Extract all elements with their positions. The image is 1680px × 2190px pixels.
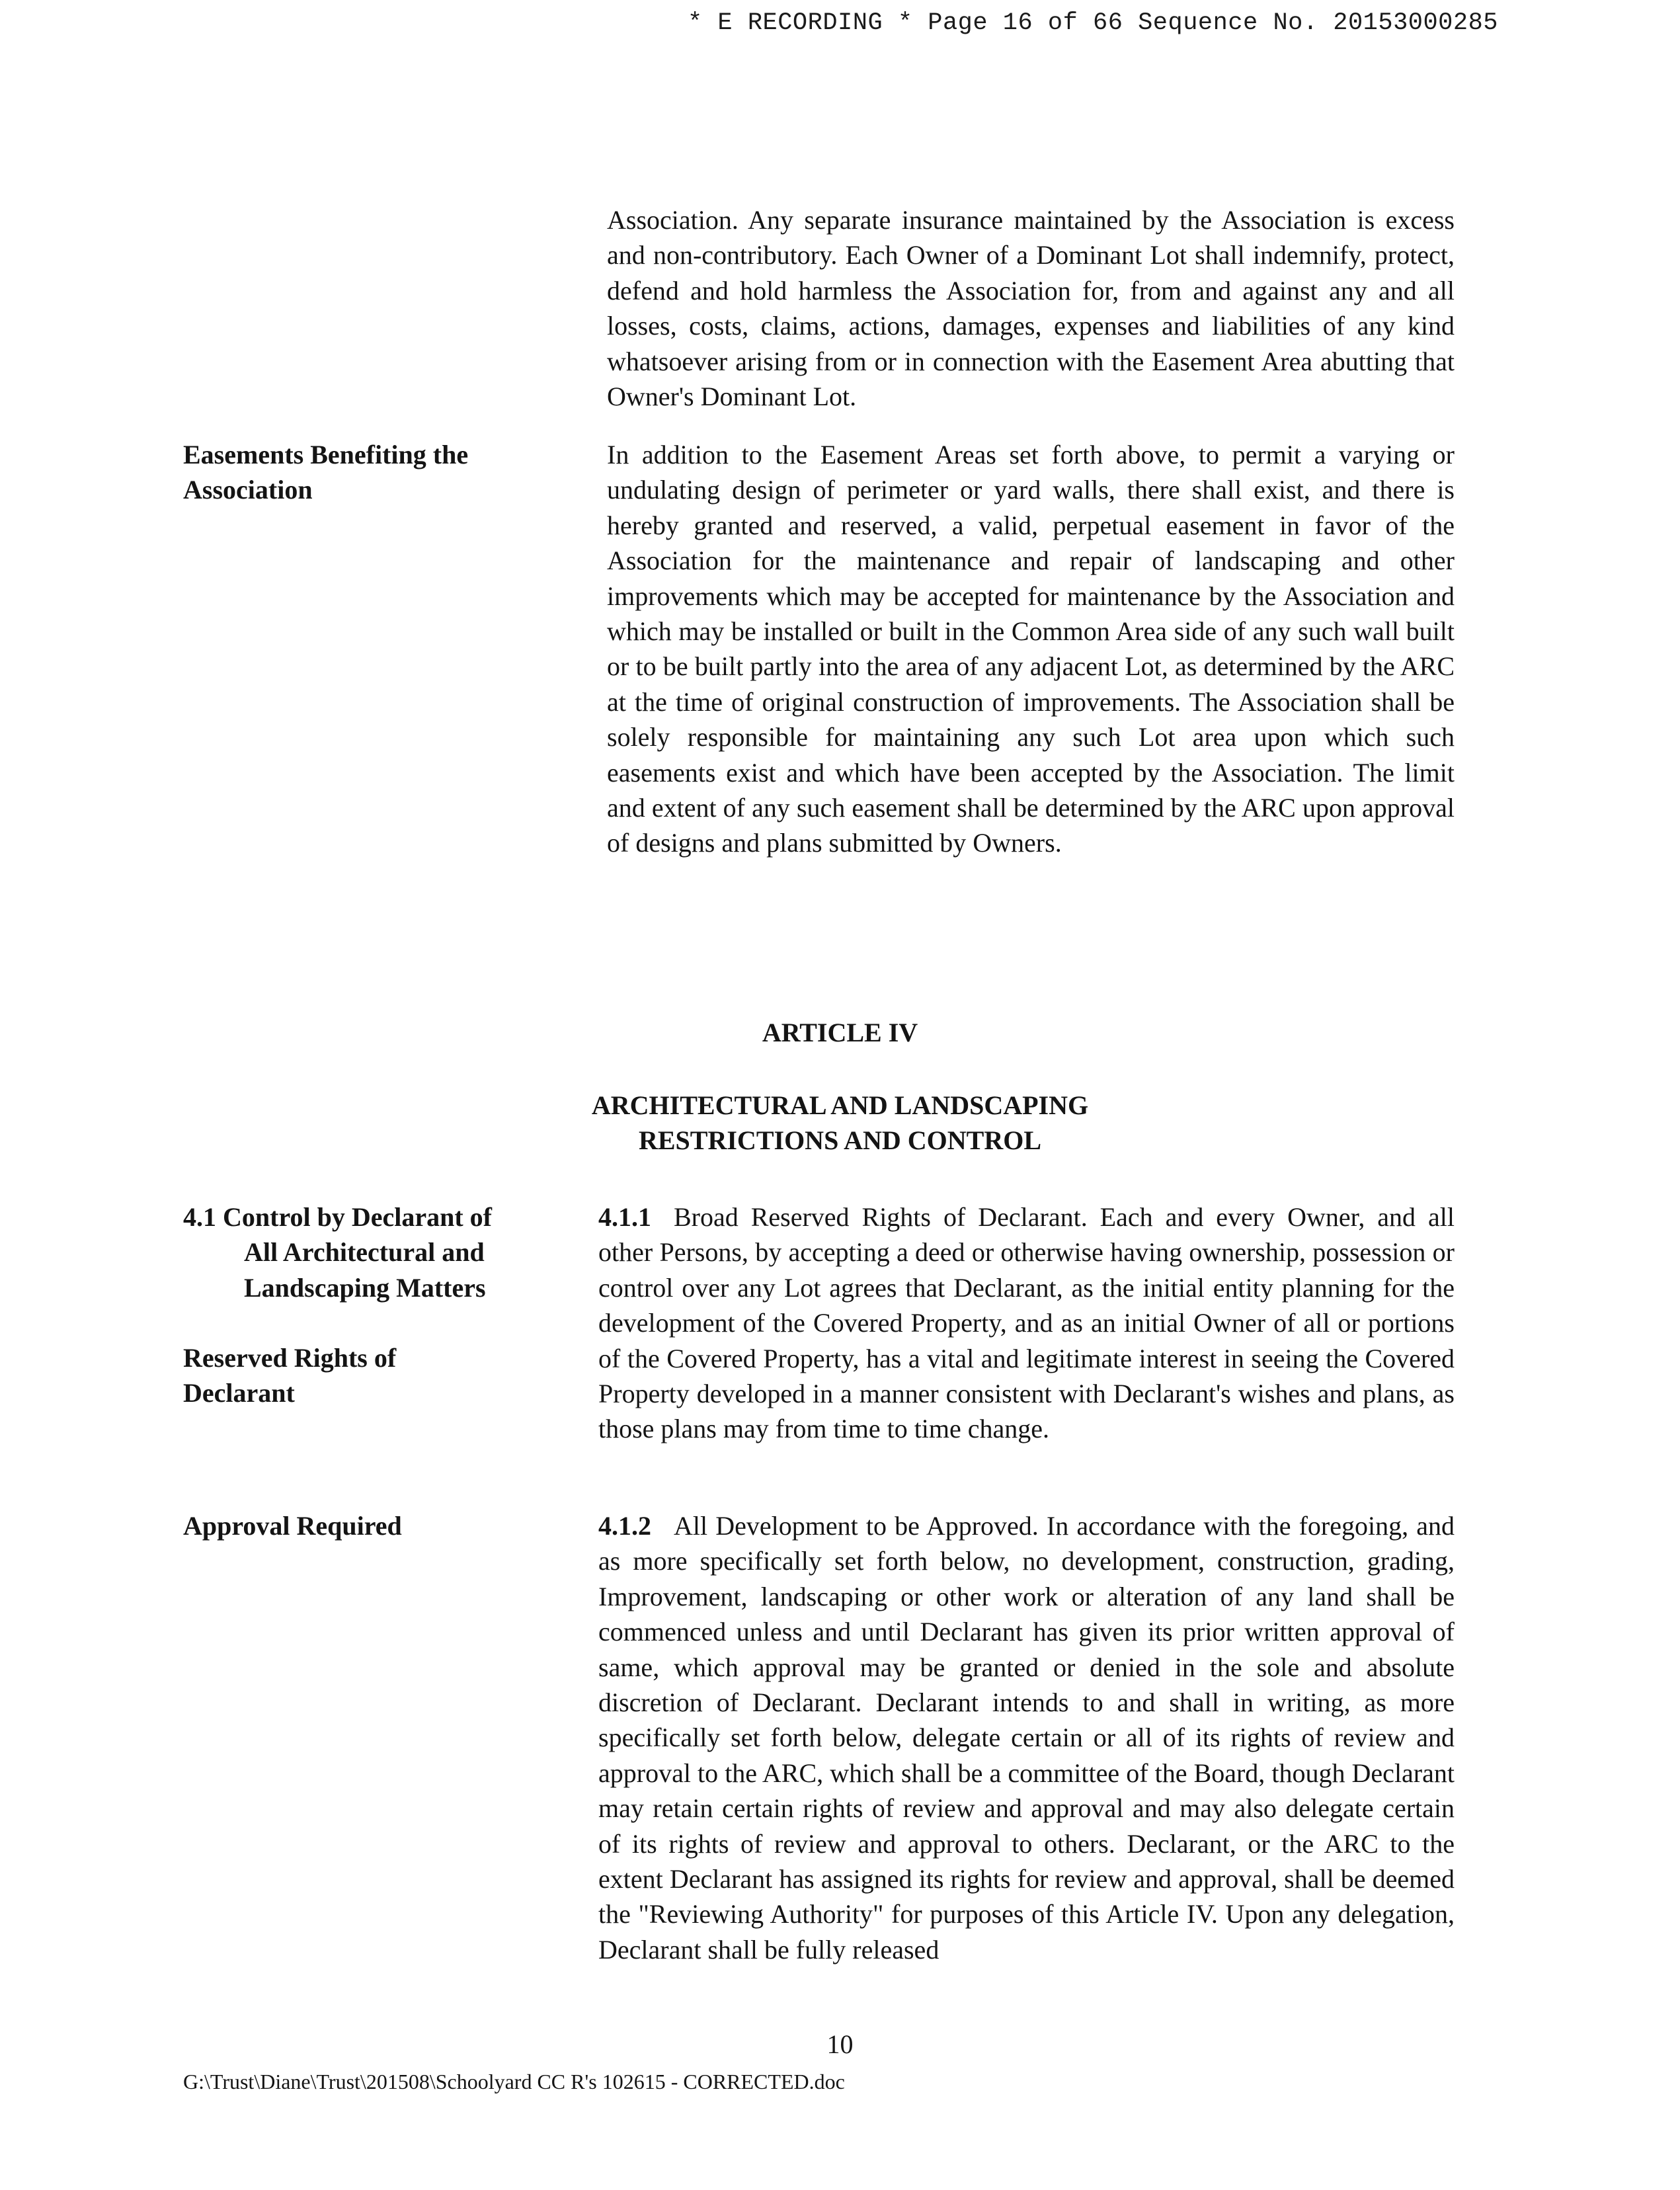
page-number: 10 [826,2029,854,2059]
section-4-1-1-number: 4.1.1 [598,1202,651,1232]
article-title-line1: ARCHITECTURAL AND LANDSCAPING [591,1090,1089,1120]
approval-required-heading: Approval Required [183,1511,402,1541]
section-4-1-heading [183,1199,553,1305]
reserved-rights-heading [183,1340,553,1411]
article-number: ARTICLE IV [762,1018,918,1047]
file-path-footer: G:\Trust\Diane\Trust\201508\Schoolyard CC R's 102615 - CORRECTED.doc [183,2070,845,2093]
continuation-paragraph: Association. Any separate insurance maintained by the Association is excess and non-contributory. Each Owner of a Dominant Lot shall indemnify, protect, defend and hold harmless the Association for, from and against any and all losses, costs, claims, actions, damages, expenses and liabilities of any kind whatsoever arising from or in connection with the Easement Area abutting that Owner's Dominant Lot. [607,205,1455,412]
section-4-1-1-paragraph [598,1199,1455,1447]
reserved-rights-heading-line1: Reserved Rights of [183,1343,397,1373]
section-4-1-heading-line2: All Architectural and [244,1237,485,1268]
section-4-1-heading-line3: Landscaping Matters [244,1272,486,1303]
section-4-1-1-body: Broad Reserved Rights of Declarant. Each and every Owner, and all other Persons, by accepting a deed or otherwise having ownership, possession or control over any Lot agrees that Declarant, as the initial entity planning for the development of the Covered Property, and as an initial Owner of all or portions of the Covered Property, has a vital and legitimate interest in seeing the Covered Property developed in a manner consistent with Declarant's wishes and plans, as those plans may from time to time change. [598,1202,1455,1444]
section-4-1-heading-line1: 4.1 Control by Declarant of [183,1202,492,1232]
section-4-1-2-paragraph [598,1508,1455,1967]
recording-header: * E RECORDING * Page 16 of 66 Sequence No. 20153000285 [688,9,1498,37]
easements-heading-line1: Easements Benefiting the [183,440,469,469]
section-4-1-2-body: All Development to be Approved. In accordance with the foregoing, and as more specifically set forth below, no development, construction, grading, Improvement, landscaping or other work or alteration of any land shall be commenced unless and until Declarant has given its prior written approval of same, which approval may be granted or denied in the sole and absolute discretion of Declarant. Declarant intends to and shall in writing, as more specifically set forth below, delegate certain or all of its rights of review and approval to the ARC, which shall be a committee of the Board, though Declarant may retain certain rights of review and approval and may also delegate certain of its rights of review and approval to others. Declarant, or the ARC to the extent Declarant has assigned its rights for review and approval, shall be deemed the "Reviewing Authority" for purposes of this Article IV. Upon any delegation, Declarant shall be fully released [598,1511,1455,1965]
article-title-line2: RESTRICTIONS AND CONTROL [638,1125,1042,1155]
easements-heading-line2: Association [183,475,313,505]
section-4-1-2-number: 4.1.2 [598,1511,651,1541]
easements-body: In addition to the Easement Areas set forth above, to permit a varying or undulating design of perimeter or yard walls, there shall exist, and there is hereby granted and reserved, a valid, perpetual easement in favor of the Association for the maintenance and repair of landscaping and other improvements which may be accepted for maintenance by the Association and which may be installed or built in the Common Area side of any such wall built or to be built partly into the area of any adjacent Lot, as determined by the ARC at the time of original construction of improvements. The Association shall be solely responsible for maintaining any such Lot area upon which such easements exist and which have been accepted by the Association. The limit and extent of any such easement shall be determined by the ARC upon approval of designs and plans submitted by Owners. [607,440,1455,858]
reserved-rights-heading-line2: Declarant [183,1378,295,1408]
easements-heading [183,437,553,508]
